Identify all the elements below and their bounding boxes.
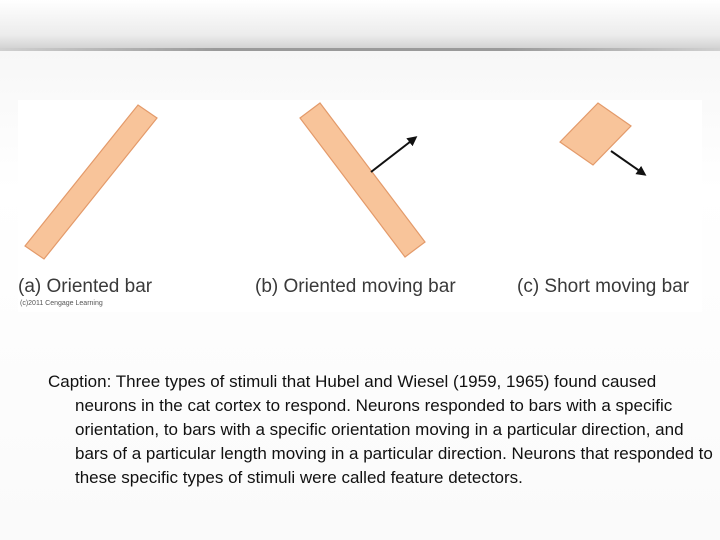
label-b: (b) Oriented moving bar xyxy=(255,276,456,297)
short-bar-c xyxy=(560,103,631,165)
copyright-text: (c)2011 Cengage Learning xyxy=(20,300,103,307)
header-band xyxy=(0,0,720,50)
oriented-bar-b xyxy=(300,103,425,257)
label-a: (a) Oriented bar xyxy=(18,276,153,297)
motion-arrow-c xyxy=(611,151,644,174)
header-rule xyxy=(0,48,720,51)
label-c: (c) Short moving bar xyxy=(517,276,690,297)
caption-text: Caption: Three types of stimuli that Hubel and Wiesel (1959, 1965) found caused neurons in the cat cortex to respond. Neurons responded to bars with a specific orientation, to bars with a specific orientation moving in a particular direction, and bars of a particular length moving in a particular direction. Neurons that responded to these specific types of stimuli were called feature detectors. xyxy=(48,372,713,487)
motion-arrow-b xyxy=(371,138,415,172)
stimuli-figure xyxy=(18,100,702,312)
oriented-bar-a xyxy=(25,105,157,259)
